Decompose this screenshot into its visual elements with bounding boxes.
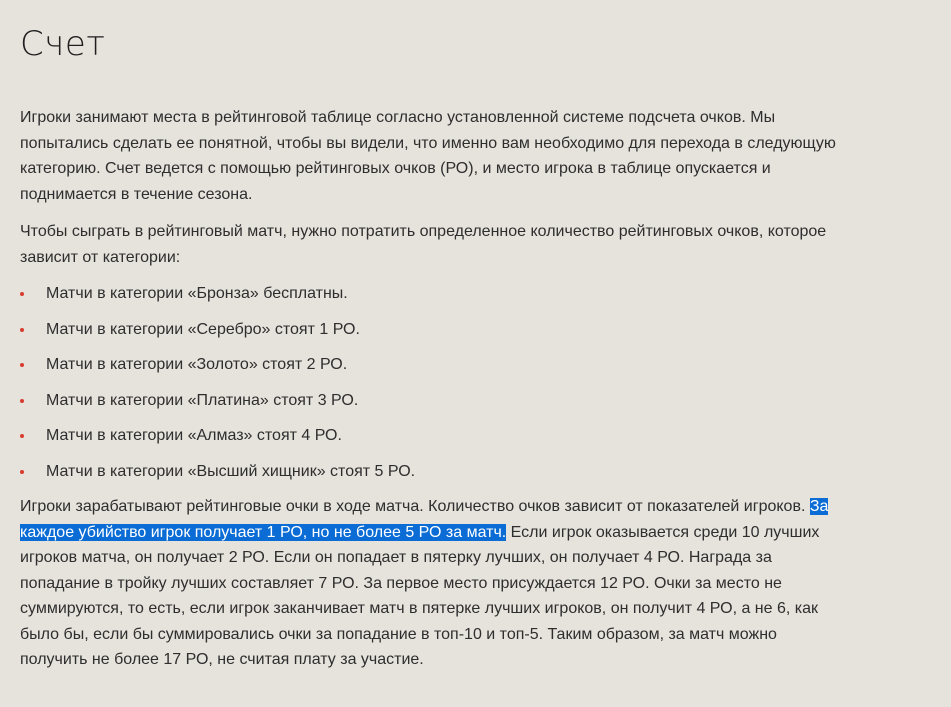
list-item-text: Матчи в категории «Бронза» бесплатны. [46,285,348,302]
bullet-icon [20,292,24,296]
bullet-icon [20,399,24,403]
intro-paragraph: Игроки занимают места в рейтинговой таблице согласно установленной системе подсчета очков. Мы попытались сделать ее понятной, чтобы вы видели, что именно вам необходимо для перехода в следующую категорию. Счет ведется с помощью рейтинговых очков (РО), и место игрока в таблице опускается и поднимается в течение сезона. [20,109,836,203]
cost-paragraph: Чтобы сыграть в рейтинговый матч, нужно потратить определенное количество рейтинговых очков, которое зависит от категории: [20,223,827,266]
list-item [20,317,931,343]
list-item [20,423,931,449]
list-item-text: Матчи в категории «Серебро» стоят 1 РО. [46,320,360,338]
list-item [20,459,931,485]
bullet-icon [20,434,24,438]
tier-cost-list [20,281,931,484]
earning-text-end: Если игрок оказывается среди 10 лучших игроков матча, он получает 2 РО. Если он попадает в пятерку лучших, он получает 4 РО. Награда за попадание в тройку лучших составляет 7 РО. За первое место присуждается 12 РО. Очки за место не суммируются, то есть, если игрок заканчивает матч в пятерке лучших игроков, он получит 4 РО, а не 6, как было бы, если бы суммировались очки за попадание в топ-10 и топ-5. Таким образом, за матч можно получить не более 17 РО, не считая плату за участие. [20,523,820,668]
list-item-text: Матчи в категории «Золото» стоят 2 РО. [46,356,348,373]
bullet-icon [20,328,24,332]
bullet-icon [20,470,24,474]
earning-paragraph [20,494,840,673]
list-item [20,388,931,414]
list-item [20,352,931,378]
list-item-text: Матчи в категории «Алмаз» стоят 4 РО. [46,427,342,444]
list-item-text: Матчи в категории «Высший хищник» стоят 5 РО. [46,462,416,480]
list-item [20,281,931,307]
list-item-text: Матчи в категории «Платина» стоят 3 РО. [46,391,359,409]
selected-text[interactable]: За каждое убийство игрок получает 1 РО, но не более 5 РО за матч. [20,498,829,541]
page-title: Счет [20,24,106,64]
earning-text-start: Игроки зарабатывают рейтинговые очки в ходе матча. Количество очков зависит от показателей игроков. [20,498,810,515]
bullet-icon [20,363,24,367]
